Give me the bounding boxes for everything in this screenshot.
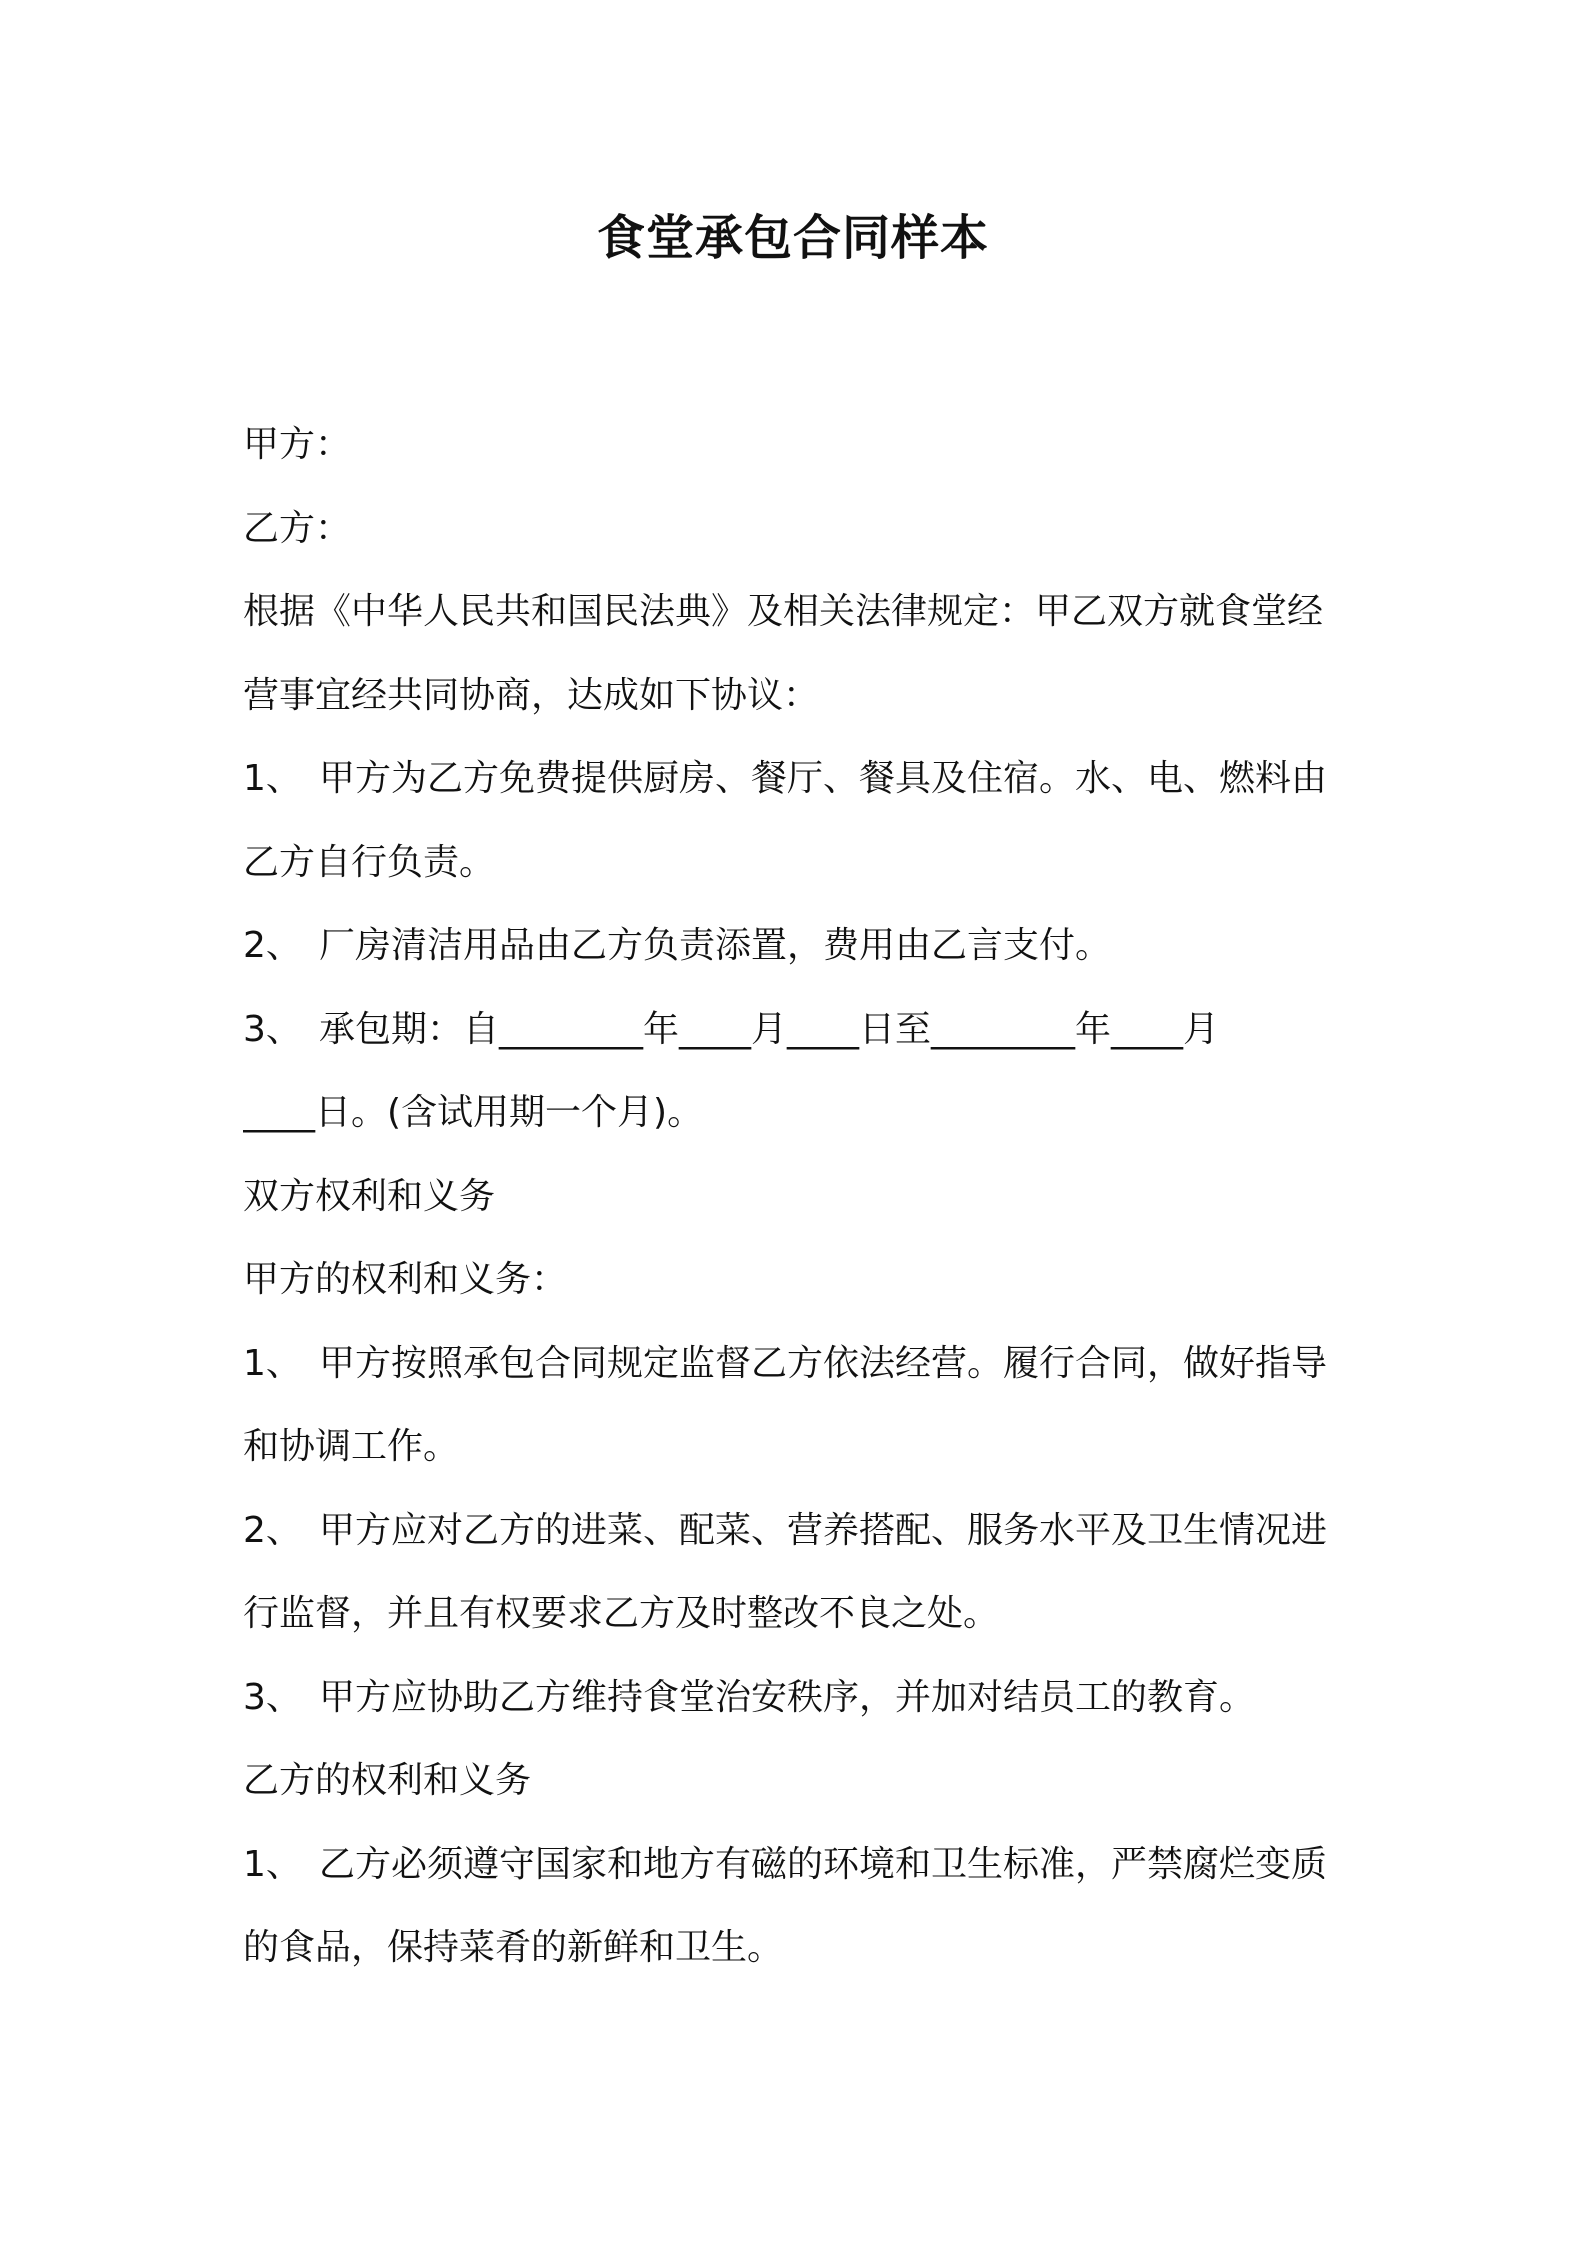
line-text: 营事宜经共同协商，达成如下协议： <box>243 674 820 716</box>
line-text: 乙方自行负责。 <box>243 841 496 883</box>
line-section-yifang <box>243 1739 1363 1823</box>
clause-number: 2、 <box>243 1509 302 1551</box>
line-text: 根据《中华人民共和国民法典》及相关法律规定：甲乙双方就食堂经 <box>243 591 1324 632</box>
line-clause-1 <box>243 737 1363 821</box>
line-text: 的食品，保持菜肴的新鲜和卫生。 <box>243 1927 784 1968</box>
line-jiafang-clause-2 <box>243 1489 1363 1573</box>
line-text: 甲方应协助乙方维持食堂治安秩序，并加对结员工的教育。 <box>319 1676 1256 1718</box>
line-text: 乙方必须遵守国家和地方有磁的环境和卫生标准，严禁腐烂变质 <box>319 1843 1328 1885</box>
line-text: 甲方的权利和义务： <box>243 1259 568 1300</box>
clause-number: 3、 <box>243 1676 302 1718</box>
line-text: 甲方为乙方免费提供厨房、餐厅、餐具及住宿。水、电、燃料由 <box>319 758 1328 799</box>
line-clause-3 <box>243 988 1363 1072</box>
line-text: 和协调工作。 <box>243 1426 460 1467</box>
line-text: 甲方应对乙方的进菜、配菜、营养搭配、服务水平及卫生情况进 <box>319 1509 1328 1551</box>
document-body <box>243 403 1363 1990</box>
line-yifang-clause-1-cont <box>243 1906 1363 1990</box>
line-section-rights <box>243 1155 1363 1239</box>
line-clause-3-cont <box>243 1071 1363 1155</box>
line-text: 乙方： <box>243 507 352 549</box>
line-section-jiafang <box>243 1238 1363 1322</box>
line-jiafang-clause-3 <box>243 1656 1363 1740</box>
line-text: ____日。(含试用期一个月)。 <box>243 1092 704 1133</box>
line-preamble-2 <box>243 654 1363 738</box>
line-text: 双方权利和义务 <box>243 1175 496 1217</box>
clause-number: 3、 <box>243 1008 302 1050</box>
clause-number: 1、 <box>243 1843 302 1885</box>
document-title: 食堂承包合同样本 <box>596 210 989 266</box>
line-jiafang-clause-2-cont <box>243 1572 1363 1656</box>
line-text: 甲方按照承包合同规定监督乙方依法经营。履行合同，做好指导 <box>319 1342 1328 1384</box>
line-jiafang <box>243 403 1363 487</box>
line-yifang <box>243 487 1363 571</box>
line-jiafang-clause-1-cont <box>243 1405 1363 1489</box>
line-preamble-1 <box>243 570 1363 654</box>
line-jiafang-clause-1 <box>243 1322 1363 1406</box>
clause-number: 2、 <box>243 925 302 966</box>
clause-number: 1、 <box>243 1342 302 1384</box>
line-text: 乙方的权利和义务 <box>243 1760 532 1801</box>
clause-number: 1、 <box>243 758 302 799</box>
line-text: 厂房清洁用品由乙方负责添置，费用由乙言支付。 <box>319 925 1112 966</box>
line-text: 承包期：自________年____月____日至________年____月 <box>319 1008 1220 1050</box>
line-text: 行监督，并且有权要求乙方及时整改不良之处。 <box>243 1593 1000 1634</box>
line-clause-1-cont <box>243 821 1363 905</box>
line-clause-2 <box>243 904 1363 988</box>
line-yifang-clause-1 <box>243 1823 1363 1907</box>
line-text: 甲方： <box>243 424 352 465</box>
